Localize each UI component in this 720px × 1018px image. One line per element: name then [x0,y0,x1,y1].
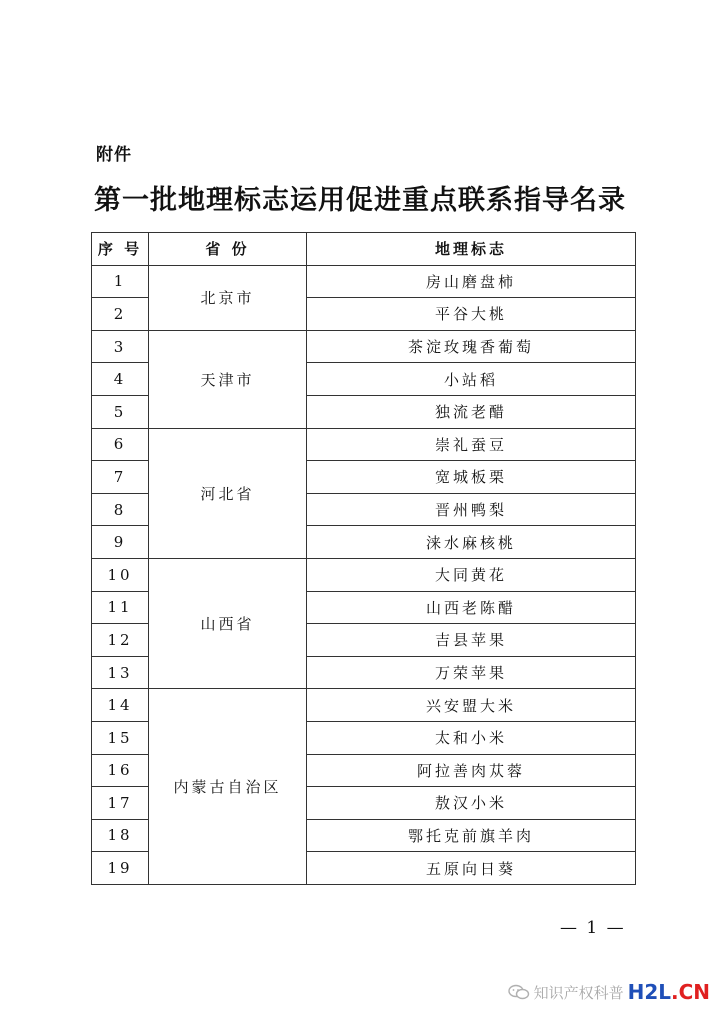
row-number: 18 [92,819,149,852]
document-title: 第一批地理标志运用促进重点联系指导名录 [94,185,626,216]
wechat-icon [508,984,530,1000]
page-number: — 1 — [560,918,626,938]
province-cell: 山西省 [149,558,307,688]
province-cell: 北京市 [149,265,307,330]
table-row [92,330,636,363]
gi-name-cell: 兴安盟大米 [307,689,636,722]
row-number: 15 [92,721,149,754]
source-watermark [508,980,710,1004]
logo-main: H2L [627,980,671,1004]
logo-suffix: .CN [670,980,710,1004]
gi-name-cell: 鄂托克前旗羊肉 [307,819,636,852]
attachment-label: 附件 [96,145,132,165]
row-number: 7 [92,461,149,494]
gi-name-cell: 宽城板栗 [307,461,636,494]
table-row [92,558,636,591]
watermark-text: 知识产权科普 [533,983,624,1002]
gi-name-cell: 平谷大桃 [307,298,636,331]
gi-name-cell: 茶淀玫瑰香葡萄 [307,330,636,363]
gi-table [91,232,636,885]
header-gi: 地理标志 [307,233,636,266]
row-number: 2 [92,298,149,331]
table-row [92,265,636,298]
gi-name-cell: 山西老陈醋 [307,591,636,624]
gi-name-cell: 阿拉善肉苁蓉 [307,754,636,787]
row-number: 1 [92,265,149,298]
gi-name-cell: 房山磨盘柿 [307,265,636,298]
gi-name-cell: 五原向日葵 [307,852,636,885]
table-header-row [92,233,636,266]
row-number: 8 [92,493,149,526]
gi-name-cell: 崇礼蚕豆 [307,428,636,461]
row-number: 6 [92,428,149,461]
gi-name-cell: 独流老醋 [307,395,636,428]
gi-name-cell: 敖汉小米 [307,787,636,820]
header-seq: 序 号 [92,233,149,266]
row-number: 3 [92,330,149,363]
row-number: 16 [92,754,149,787]
table-body [92,265,636,884]
province-cell: 内蒙古自治区 [149,689,307,885]
row-number: 11 [92,591,149,624]
row-number: 10 [92,558,149,591]
gi-name-cell: 吉县苹果 [307,624,636,657]
gi-name-cell: 太和小米 [307,721,636,754]
province-cell: 河北省 [149,428,307,558]
row-number: 12 [92,624,149,657]
row-number: 4 [92,363,149,396]
row-number: 9 [92,526,149,559]
table-row [92,689,636,722]
gi-name-cell: 万荣苹果 [307,656,636,689]
province-cell: 天津市 [149,330,307,428]
h2l-logo [628,980,710,1004]
row-number: 13 [92,656,149,689]
gi-name-cell: 小站稻 [307,363,636,396]
row-number: 14 [92,689,149,722]
table-row [92,428,636,461]
row-number: 17 [92,787,149,820]
header-province: 省 份 [149,233,307,266]
gi-name-cell: 大同黄花 [307,558,636,591]
gi-name-cell: 晋州鸭梨 [307,493,636,526]
row-number: 19 [92,852,149,885]
gi-name-cell: 涞水麻核桃 [307,526,636,559]
row-number: 5 [92,395,149,428]
